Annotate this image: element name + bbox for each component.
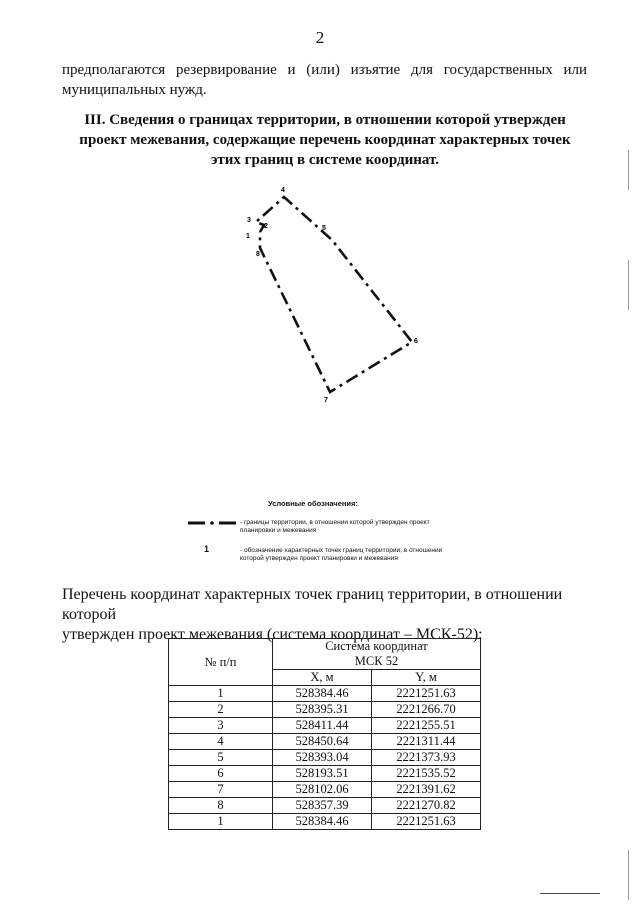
cell-point-number: 8 — [169, 798, 273, 814]
page-number: 2 — [315, 28, 325, 47]
section-heading-line-2: проект межевания, содержащие перечень координат характерных точек — [79, 132, 571, 148]
cell-y: 2221270.82 — [372, 798, 481, 814]
table-row — [169, 718, 481, 734]
table-row — [169, 686, 481, 702]
cell-y: 2221251.63 — [372, 814, 481, 830]
coordinates-caption-line-2: утвержден проект межевания (система координат – МСК-52): — [62, 626, 483, 643]
cell-y: 2221255.51 — [372, 718, 481, 734]
col-header-coord-system — [273, 639, 481, 670]
intro-line-1: предполагаются резервирование и (или) изъятие для государственных или — [62, 62, 587, 78]
cell-x: 528357.39 — [273, 798, 372, 814]
cell-x: 528102.06 — [273, 782, 372, 798]
legend-point-text: - обозначение характерных точек границ территории, в отношении которой утвержден проект планировки и межевания — [240, 547, 443, 562]
cell-x: 528384.46 — [273, 686, 372, 702]
point-label-1: 1 — [246, 233, 250, 240]
point-label-5: 5 — [322, 225, 326, 232]
cell-y: 2221535.52 — [372, 766, 481, 782]
table-row — [169, 766, 481, 782]
intro-paragraph — [62, 60, 587, 100]
cell-point-number: 1 — [169, 686, 273, 702]
boundary-polyline — [256, 197, 412, 392]
legend-point-symbol: 1 — [204, 544, 210, 554]
cell-point-number: 5 — [169, 750, 273, 766]
section-heading — [60, 110, 590, 170]
section-heading-line-3: этих границ в системе координат. — [210, 152, 440, 168]
legend-boundary-text: - границы территории, в отношении которой утвержден проект планировки и межевания — [240, 519, 430, 534]
cell-x: 528450.64 — [273, 734, 372, 750]
table-row — [169, 734, 481, 750]
table-row — [169, 782, 481, 798]
table-row — [169, 798, 481, 814]
scan-edge-mark — [628, 150, 629, 190]
legend-title: Условные обозначения: — [268, 499, 358, 508]
point-label-2: 2 — [264, 223, 268, 230]
cell-point-number: 2 — [169, 702, 273, 718]
cell-point-number: 4 — [169, 734, 273, 750]
coord-system-name: Система координат — [325, 639, 428, 653]
cell-x: 528193.51 — [273, 766, 372, 782]
point-label-4: 4 — [281, 187, 285, 194]
col-header-y: Y, м — [372, 670, 481, 686]
point-label-8: 8 — [256, 251, 260, 258]
coordinates-caption — [62, 585, 587, 645]
cell-point-number: 3 — [169, 718, 273, 734]
section-heading-line-1: III. Сведения о границах территории, в отношении которой утвержден — [84, 112, 566, 128]
table-row — [169, 750, 481, 766]
scan-edge-mark — [628, 850, 629, 900]
cell-x: 528393.04 — [273, 750, 372, 766]
cell-x: 528384.46 — [273, 814, 372, 830]
point-label-3: 3 — [247, 217, 251, 224]
table-row — [169, 702, 481, 718]
cell-point-number: 6 — [169, 766, 273, 782]
cell-y: 2221373.93 — [372, 750, 481, 766]
point-labels — [246, 187, 418, 404]
cell-x: 528411.44 — [273, 718, 372, 734]
boundary-map — [180, 180, 460, 420]
scan-edge-mark — [628, 260, 629, 310]
coord-system-code: МСК 52 — [354, 654, 399, 668]
col-header-number: № п/п — [169, 639, 273, 686]
cell-y: 2221311.44 — [372, 734, 481, 750]
cell-y: 2221251.63 — [372, 686, 481, 702]
cell-point-number: 1 — [169, 814, 273, 830]
intro-line-2: муниципальных нужд. — [62, 82, 207, 98]
col-header-x: X, м — [273, 670, 372, 686]
legend-boundary-symbol — [188, 519, 238, 527]
point-label-7: 7 — [324, 397, 328, 404]
coordinates-table — [168, 638, 481, 830]
footer-rule — [540, 893, 600, 894]
coordinates-caption-line-1: Перечень координат характерных точек границ территории, в отношении которой — [62, 586, 563, 623]
cell-y: 2221266.70 — [372, 702, 481, 718]
table-row — [169, 814, 481, 830]
point-label-6: 6 — [414, 338, 418, 345]
cell-y: 2221391.62 — [372, 782, 481, 798]
cell-x: 528395.31 — [273, 702, 372, 718]
cell-point-number: 7 — [169, 782, 273, 798]
